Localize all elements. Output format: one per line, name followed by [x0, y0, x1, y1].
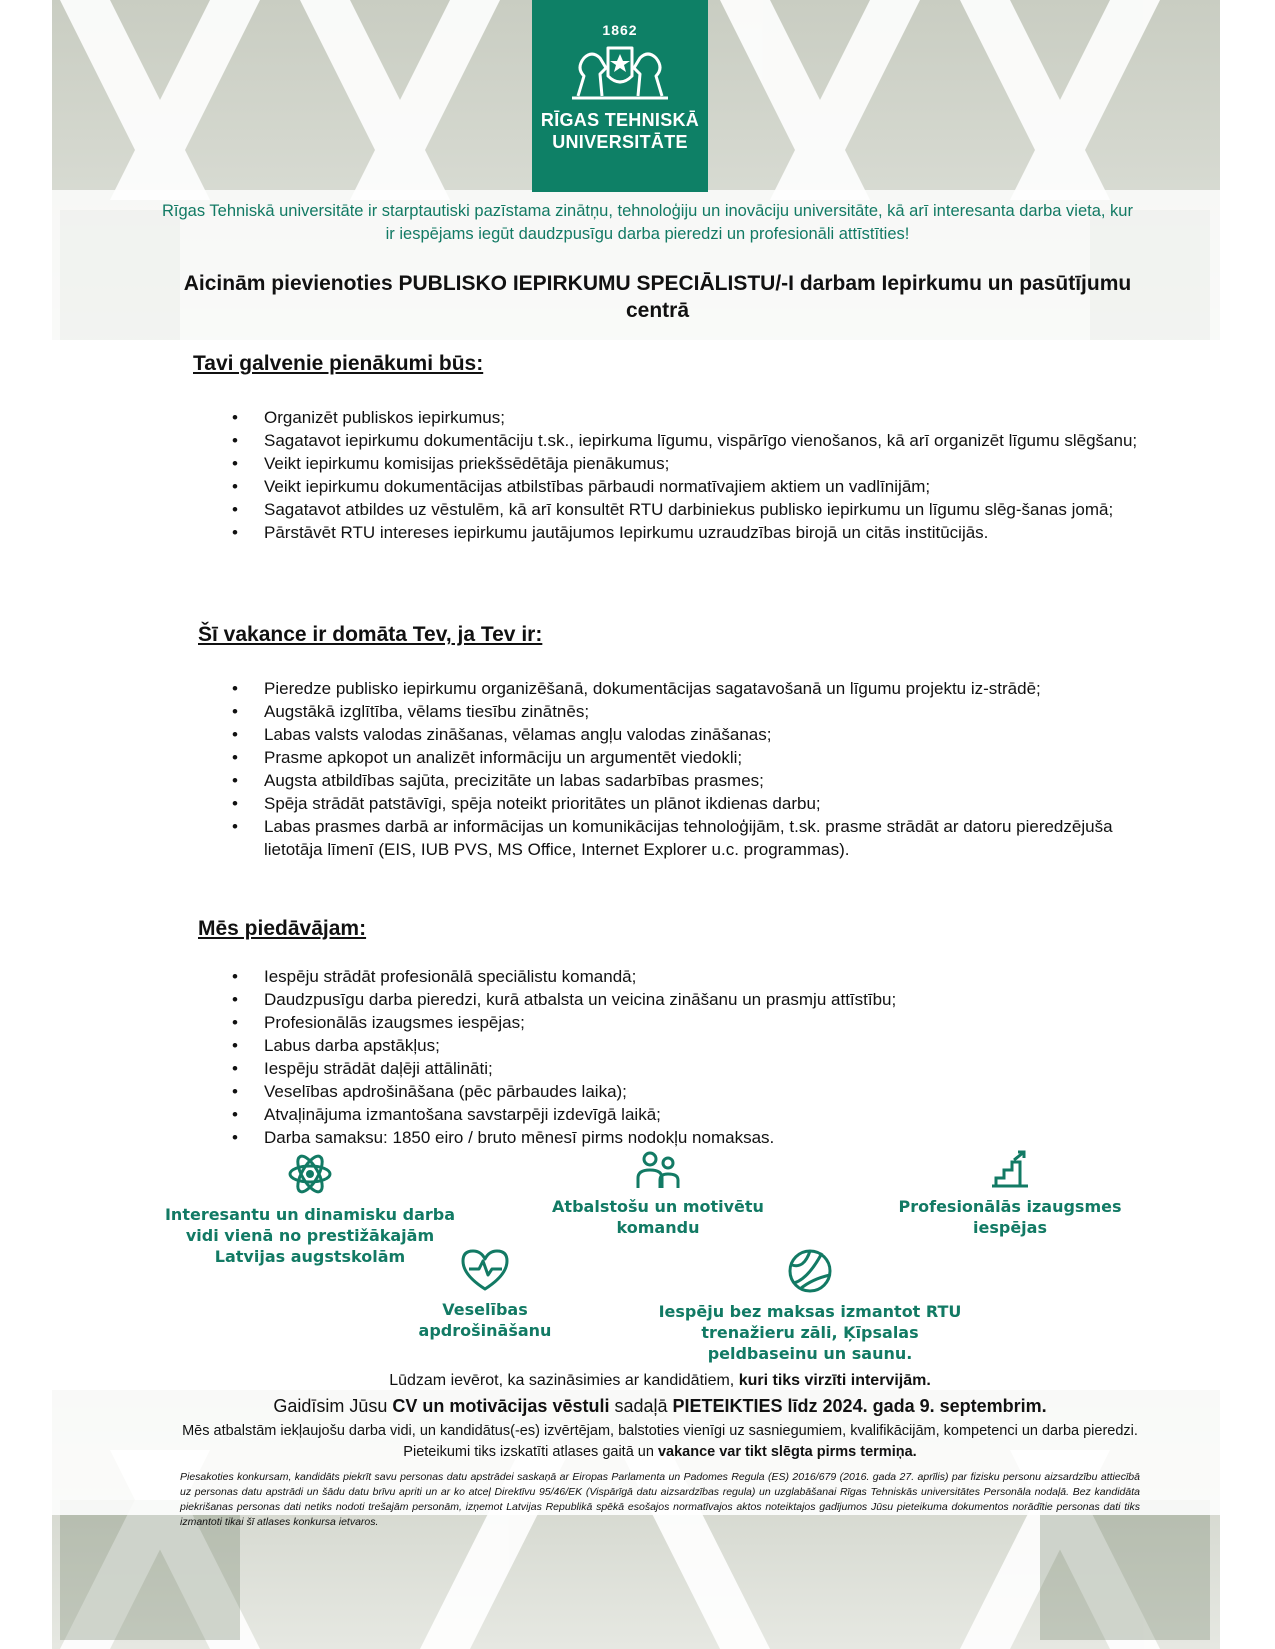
- list-item: • Sagatavot atbildes uz vēstulēm, kā arī konsultēt RTU darbiniekus publisko iepirkumu un līgumu slēg-šanas jomā;: [232, 498, 1142, 521]
- intro-text: Rīgas Tehniskā universitāte ir starptautiski pazīstama zinātņu, tehnoloģiju un inovāciju universitāte, kā arī interesanta darba vieta, kur ir iespējams iegūt daudzpusīgu darba pieredzi un profesionāli attīstīties!: [162, 202, 1133, 243]
- offers-title: Mēs piedāvājam:: [198, 917, 367, 940]
- benefit-label: Veselības apdrošināšanu: [418, 1300, 552, 1340]
- benefit-growth: [880, 1150, 1140, 1238]
- list-item: • Prasme apkopot un analizēt informāciju un argumentēt viedokli;: [232, 746, 1142, 769]
- list-item: • Spēja strādāt patstāvīgi, spēja noteikt prioritātes un plānot ikdienas darbu;: [232, 792, 1142, 815]
- logo-year: 1862: [602, 22, 638, 38]
- contact-notice: [180, 1370, 1140, 1392]
- duties-title: Tavi galvenie pienākumi būs:: [193, 352, 484, 375]
- team-icon: [634, 1150, 682, 1190]
- benefit-team: [548, 1150, 768, 1238]
- atom-icon: [286, 1150, 334, 1198]
- list-item: • Augstākā izglītība, vēlams tiesību zinātnēs;: [232, 700, 1142, 723]
- application-deadline: PIETEIKTIES līdz 2024. gada 9. septembrim.: [672, 1396, 1047, 1416]
- list-item: • Veikt iepirkumu komisijas priekšsēdētāja pienākumus;: [232, 452, 1142, 475]
- contact-notice-bold: kuri tiks virzīti intervijām.: [738, 1372, 931, 1389]
- offers-list: [232, 965, 1142, 1149]
- list-item: • Sagatavot iepirkumu dokumentāciju t.sk., iepirkuma līgumu, vispārīgo vienošanos, kā arī organizēt līgumu slēgšanu;: [232, 429, 1142, 452]
- heart-pulse-icon: [459, 1247, 511, 1293]
- list-item: • Iespēju strādāt daļēji attālināti;: [232, 1057, 1142, 1080]
- list-item: • Darba samaksu: 1850 eiro / bruto mēnesī pirms nodokļu nomaksas.: [232, 1126, 1142, 1149]
- list-item: • Labus darba apstākļus;: [232, 1034, 1142, 1057]
- benefit-sports: [650, 1247, 970, 1364]
- inclusion-notice: [180, 1421, 1140, 1463]
- rtu-logo: [532, 0, 708, 192]
- list-item: • Labas prasmes darbā ar informācijas un komunikācijas tehnoloģijām, t.sk. prasme strādāt ar datoru pieredzējuša lietotāja līmenī (EIS, IUB PVS, MS Office, Internet Explorer u.c. programmas).: [232, 815, 1142, 861]
- list-item: • Augsta atbildības sajūta, precizitāte un labas sadarbības prasmes;: [232, 769, 1142, 792]
- list-item: • Organizēt publiskos iepirkumus;: [232, 406, 1142, 429]
- inclusion-bold: vakance var tikt slēgta pirms termiņa.: [657, 1444, 917, 1460]
- stairs-icon: [988, 1150, 1032, 1190]
- list-item: • Labas valsts valodas zināšanas, vēlamas angļu valodas zināšanas;: [232, 723, 1142, 746]
- crest-icon: [568, 40, 672, 102]
- benefit-label: Iespēju bez maksas izmantot RTU trenažieru zāli, Ķīpsalas peldbaseinu un saunu.: [658, 1302, 962, 1363]
- application-notice: [180, 1393, 1140, 1419]
- list-item: • Veikt iepirkumu dokumentācijas atbilstības pārbaudi normatīvajiem aktiem un vadlīnijām;: [232, 475, 1142, 498]
- list-item: • Pārstāvēt RTU intereses iepirkumu jautājumos Iepirkumu uzraudzības birojā un citās institūcijās.: [232, 521, 1142, 544]
- list-item: • Daudzpusīgu darba pieredzi, kurā atbalsta un veicina zināšanu un prasmju attīstību;: [232, 988, 1142, 1011]
- application-text: sadaļā: [609, 1396, 673, 1416]
- list-item: • Iespēju strādāt profesionālā speciālistu komandā;: [232, 965, 1142, 988]
- privacy-notice: Piesakoties konkursam, kandidāts piekrīt savu personas datu apstrādei saskaņā ar Eiropas Parlamenta un Padomes Regula (ES) 2016/679 (2016. gada 27. aprīlis) par fizisku personu aizsardzību attiecībā uz personas datu apstrādi un šādu datu brīvu apriti un ar ko atceļ Direktīvu 95/46/EK (Vispārīgā datu aizsardzības regula) un uzglabāšanai Rīgas Tehniskās universitātes Personāla nodaļā. Bez kandidāta piekrišanas personas dati netiks nodoti trešajām personām, izņemot Latvijas Republikā spēkā esošajos normatīvajos aktos noteiktajos gadījumos Jūsu pieteikuma dokumentos norādītie personas dati tiks izmantoti tikai šī atlases konkursa ietvaros.: [180, 1471, 1140, 1528]
- requirements-title: Šī vakance ir domāta Tev, ja Tev ir:: [198, 623, 543, 646]
- contact-notice-text: Lūdzam ievērot, ka sazināsimies ar kandidātiem,: [389, 1372, 739, 1389]
- logo-name-line1: RĪGAS TEHNISKĀ: [540, 110, 700, 130]
- application-text: Gaidīsim Jūsu: [273, 1396, 393, 1416]
- benefit-label: Profesionālās izaugsmes iespējas: [898, 1197, 1122, 1237]
- list-item: • Profesionālās izaugsmes iespējas;: [232, 1011, 1142, 1034]
- requirements-list: [232, 677, 1142, 861]
- inclusion-text: Mēs atbalstām iekļaujošu darba vidi, un kandidātus(-es) izvērtējam, balstoties vienīgi uz sasniegumiem, kvalifikācijām, kompetenci un darba pieredzi. Pieteikumi tiks izskatīti atlases gaitā un: [182, 1423, 1138, 1460]
- benefit-label: Interesantu un dinamisku darba vidi vienā no prestižākajām Latvijas augstskolām: [164, 1205, 456, 1266]
- list-item: • Atvaļinājuma izmantošana savstarpēji izdevīgā laikā;: [232, 1103, 1142, 1126]
- page-title: Aicinām pievienoties PUBLISKO IEPIRKUMU SPECIĀLISTU/-I darbam Iepirkumu un pasūtījumu centrā: [183, 272, 1132, 322]
- duties-list: [232, 406, 1142, 544]
- logo-name: [532, 109, 708, 153]
- ball-icon: [786, 1247, 834, 1295]
- application-documents: CV un motivācijas vēstuli: [392, 1396, 610, 1416]
- benefit-label: Atbalstošu un motivētu komandu: [552, 1197, 764, 1237]
- list-item: • Pieredze publisko iepirkumu organizēšanā, dokumentācijas sagatavošanā un līgumu projektu iz-strādē;: [232, 677, 1142, 700]
- logo-name-line2: UNIVERSITĀTE: [552, 132, 688, 152]
- benefit-health: [395, 1247, 575, 1341]
- list-item: • Veselības apdrošināšana (pēc pārbaudes laika);: [232, 1080, 1142, 1103]
